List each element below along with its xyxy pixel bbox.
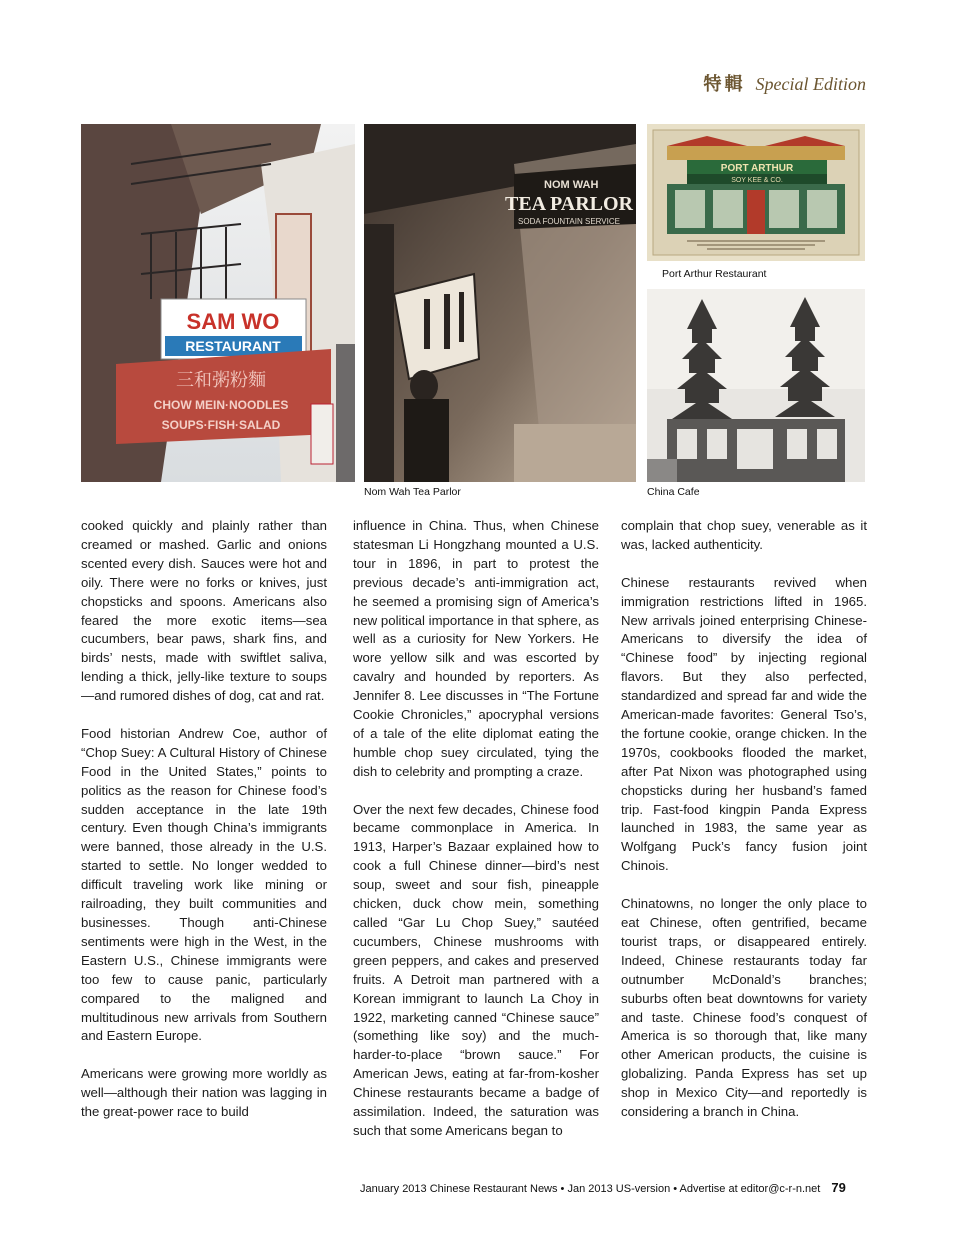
sam-wo-sign-subtext: RESTAURANT <box>185 338 281 354</box>
port-arthur-caption: Port Arthur Restaurant <box>662 268 767 280</box>
paragraph: Food historian Andrew Coe, author of “Chop Suey: A Cultural History of Chinese Food in the United States,” points to politics as the reason for Chinese food’s sudden acceptance in the late 19th century. Even though China’s immigrants were banned, those already in the U.S. started to settle. No longer wedded to difficult traveling work like mining or railroading, they built communities and businesses. Though anti-Chinese sentiments were high in the West, in the Eastern U.S., Chinese immigrants were too few to cause panic, particularly compared to the maligned and multitudinous new arrivals from Southern and Eastern Europe. <box>81 725 327 1044</box>
header-english: Special Edition <box>755 74 866 94</box>
china-cafe-caption: China Cafe <box>647 486 700 498</box>
china-cafe-photo <box>647 289 865 482</box>
sam-wo-sign-text: SAM WO <box>186 309 280 334</box>
nom-wah-sign-top: NOM WAH <box>544 179 599 191</box>
nom-wah-image <box>364 124 636 482</box>
sam-wo-sign-line1: CHOW MEIN·NOODLES <box>153 398 289 412</box>
page-footer <box>360 1180 866 1195</box>
paragraph: Over the next few decades, Chinese food became commonplace in America. In 1913, Harper’s Bazaar explained how to cook a full Chinese dinner—bird’s nest soup, sweet and sour fish, pineapple chicken, duck chow mein, something called “Gar Lu Chop Suey,” sautéed cucumbers, Chinese mushrooms with green peppers, and cakes and preserved fruits. A Detroit man partnered with a Korean immigrant to launch La Choy in 1922, marketing canned “Chinese sauce” (something like soy) and the much-harder-to-place “brown sauce.” For American Jews, eating at far-from-kosher Chinese restaurants became a badge of assimilation. Indeed, the saturation was such that some Americans began to <box>353 801 599 1138</box>
nom-wah-caption: Nom Wah Tea Parlor <box>364 486 461 498</box>
sam-wo-sign-chinese: 三和粥粉麵 <box>176 370 266 391</box>
paragraph: complain that chop suey, venerable as it was, lacked authenticity. <box>621 518 867 552</box>
nom-wah-sign-main: TEA PARLOR <box>505 193 633 215</box>
nom-wah-photo <box>364 124 636 482</box>
sam-wo-image <box>81 124 355 482</box>
paragraph: Chinatowns, no longer the only place to eat Chinese, often gentrified, became tourist traps, or disappeared entirely. Indeed, Chinese restaurants today far outnumber McDonald’s branches; suburbs often beat downtowns for variety and taste. Chinese food’s conquest of America is so thorough that, like many other American products, the cuisine is globalizing. Panda Express has set up shop in Mexico City—and reportedly is considering a branch in China. <box>621 896 867 1120</box>
port-arthur-image <box>647 124 865 261</box>
footer-text: January 2013 Chinese Restaurant News • Jan 2013 US-version • Advertise at editor@c-r-n.net <box>360 1183 821 1195</box>
article-column-1 <box>81 517 327 1141</box>
page-number: 79 <box>831 1180 846 1195</box>
sam-wo-photo <box>81 124 355 482</box>
port-arthur-sign: PORT ARTHUR <box>720 163 794 174</box>
paragraph: Chinese restaurants revived when immigration restrictions lifted in 1965. New arrivals joined enterprising Chinese-Americans to diversify the idea of “Chinese food” by injecting regional flavors. But they also perfected, standardized and spread far and wide the American-made favorites: General Tso’s, the fortune cookie, orange chicken. In the 1970s, cookbooks flooded the market, after Pat Nixon was photographed using chopsticks during her husband’s famed trip. Fast-food kingpin Panda Express launched in 1983, the same year as Wolfgang Puck’s fancy fusion joint Chinois. <box>621 574 867 874</box>
port-arthur-photo <box>647 124 865 261</box>
sam-wo-sign-line2: SOUPS·FISH·SALAD <box>161 418 281 432</box>
paragraph: cooked quickly and plainly rather than creamed or mashed. Garlic and onions scented every dish. Sauces were hot and oily. There were no forks or knives, just chopsticks and spoons. Americans also feared the more exotic items—sea cucumbers, bear paws, shark fins, and birds’ nests, made with swiftlet saliva, lending a thick, jelly-like texture to soups—and rumored dishes of dog, cat and rat. <box>81 518 327 704</box>
header-chinese: 特輯 <box>703 74 746 95</box>
paragraph: Americans were growing more worldly as well—although their nation was lagging in the great-power race to build <box>81 1066 327 1120</box>
china-cafe-image <box>647 289 865 482</box>
port-arthur-sub: SOY KEE & CO. <box>731 177 783 184</box>
section-header <box>704 70 866 96</box>
article-column-2 <box>353 517 599 1160</box>
paragraph: influence in China. Thus, when Chinese statesman Li Hongzhang mounted a U.S. tour in 1896, in part to protest the previous decade’s anti-immigration act, he seemed a promising sign of America’s new political importance in that sphere, as well as a curiosity for New Yorkers. He wore yellow silk and was escorted by cavalry and hounded by reporters. As Jennifer 8. Lee discusses in “The Fortune Cookie Chronicles,” apocryphal versions of a tale of the elite diplomat eating the humble chop suey circulated, tying the dish to celebrity and prompting a craze. <box>353 518 599 779</box>
article-column-3 <box>621 517 867 1141</box>
nom-wah-sign-sub: SODA FOUNTAIN SERVICE <box>518 217 620 226</box>
